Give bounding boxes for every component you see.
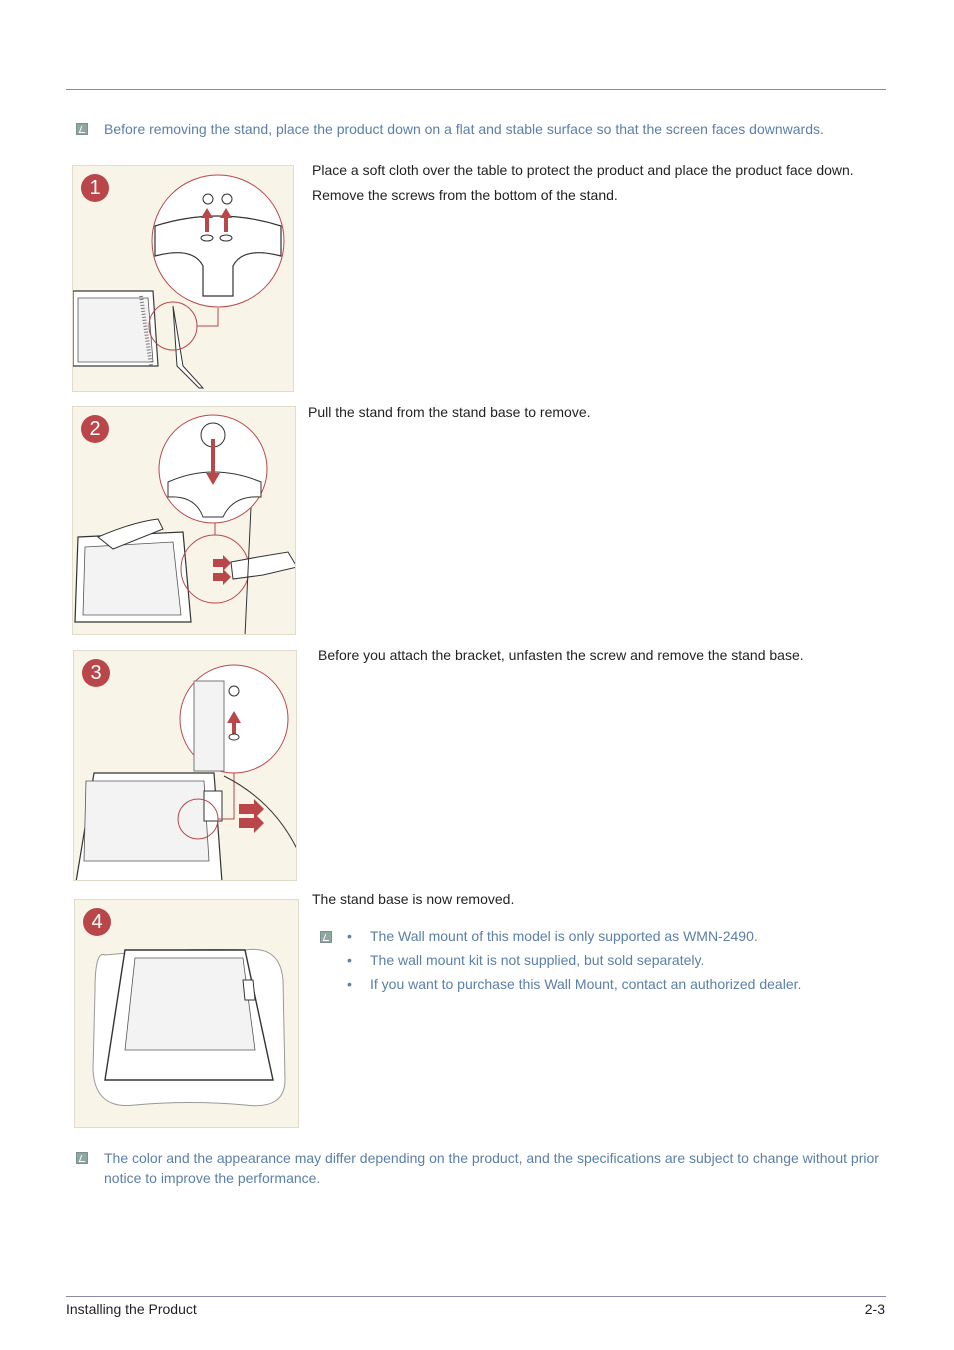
note-icon: [76, 123, 88, 135]
bottom-note: The color and the appearance may differ depending on the product, and the specifications are subject to change without prior notice to improve the performance.: [104, 1150, 879, 1186]
step-number-badge: 3: [82, 659, 110, 687]
step-1-line-1: Place a soft cloth over the table to protect the product and place the product face down.: [312, 162, 854, 178]
list-item: • The wall mount kit is not supplied, but sold separately.: [347, 948, 801, 972]
footer-section-title: Installing the Product: [66, 1301, 197, 1317]
step-number-badge: 2: [81, 415, 109, 443]
step-1-illustration: [72, 165, 294, 392]
note-icon: [320, 931, 332, 943]
bullet-icon: •: [347, 952, 352, 968]
stand-removed-illustration: [75, 900, 299, 1128]
step-number-badge: 4: [83, 908, 111, 936]
step-4-illustration: [74, 899, 299, 1128]
step-3-illustration: [73, 650, 297, 881]
footer-page-number: 2-3: [864, 1301, 885, 1317]
step-4-line-1: The stand base is now removed.: [312, 891, 515, 907]
step-1-line-2: Remove the screws from the bottom of the stand.: [312, 187, 618, 203]
unfasten-screw-illustration: [74, 651, 297, 881]
wall-mount-notes: [347, 924, 801, 996]
list-item: • If you want to purchase this Wall Mount, contact an authorized dealer.: [347, 972, 801, 996]
step-3-line-1: Before you attach the bracket, unfasten the screw and remove the stand base.: [318, 647, 804, 663]
step-2-illustration: [72, 406, 296, 635]
header-rule: [66, 89, 886, 90]
list-item: • The Wall mount of this model is only supported as WMN-2490.: [347, 924, 801, 948]
intro-note: Before removing the stand, place the product down on a flat and stable surface so that the screen faces downwards.: [104, 121, 824, 137]
bullet-icon: •: [347, 976, 352, 992]
pull-stand-illustration: [73, 407, 296, 635]
bullet-icon: •: [347, 928, 352, 944]
stand-screw-illustration: [73, 166, 294, 392]
footer-rule: [66, 1296, 886, 1297]
note-icon: [76, 1152, 88, 1164]
step-2-line-1: Pull the stand from the stand base to remove.: [308, 404, 591, 420]
step-number-badge: 1: [81, 174, 109, 202]
